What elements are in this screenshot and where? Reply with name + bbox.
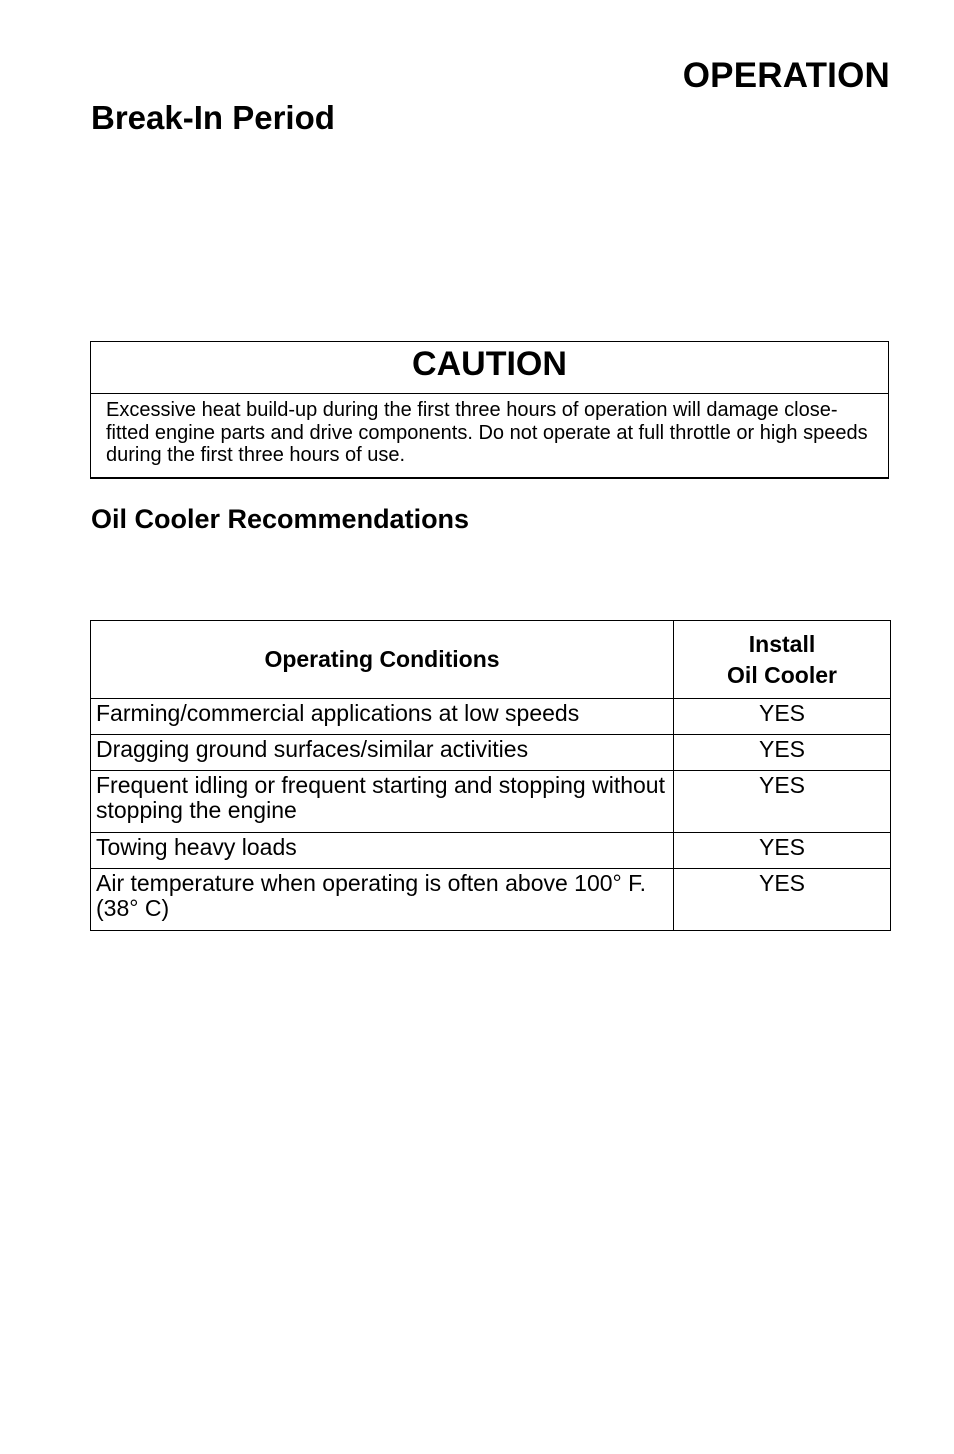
table-row xyxy=(91,735,891,771)
section-header: OPERATION xyxy=(682,56,890,95)
column-header-install-oil-cooler xyxy=(674,621,891,699)
table-row xyxy=(91,771,891,833)
condition-cell: Frequent idling or frequent starting and stopping without stopping the engine xyxy=(91,771,674,833)
caution-box xyxy=(90,341,889,479)
install-header-line-1: Install xyxy=(748,630,816,657)
condition-cell: Farming/commercial applications at low speeds xyxy=(91,699,674,735)
caution-title: CAUTION xyxy=(91,342,888,394)
install-header-line-2: Oil Cooler xyxy=(727,661,837,688)
table-row xyxy=(91,869,891,931)
condition-cell: Air temperature when operating is often above 100° F. (38° C) xyxy=(91,869,674,931)
condition-cell: Towing heavy loads xyxy=(91,833,674,869)
install-cell: YES xyxy=(674,699,891,735)
table-row xyxy=(91,833,891,869)
page-title: Break-In Period xyxy=(91,99,335,136)
column-header-operating-conditions: Operating Conditions xyxy=(91,621,674,699)
table-header-row xyxy=(91,621,891,699)
oil-cooler-heading: Oil Cooler Recommendations xyxy=(91,504,470,534)
oil-cooler-table xyxy=(90,620,891,931)
install-cell: YES xyxy=(674,735,891,771)
install-cell: YES xyxy=(674,869,891,931)
condition-cell: Dragging ground surfaces/similar activities xyxy=(91,735,674,771)
caution-text: Excessive heat build-up during the first three hours of operation will damage close-fitted engine parts and drive components. Do not operate at full throttle or high speeds during the first three hours of use. xyxy=(106,399,868,466)
install-cell: YES xyxy=(674,833,891,869)
install-cell: YES xyxy=(674,771,891,833)
table-row xyxy=(91,699,891,735)
